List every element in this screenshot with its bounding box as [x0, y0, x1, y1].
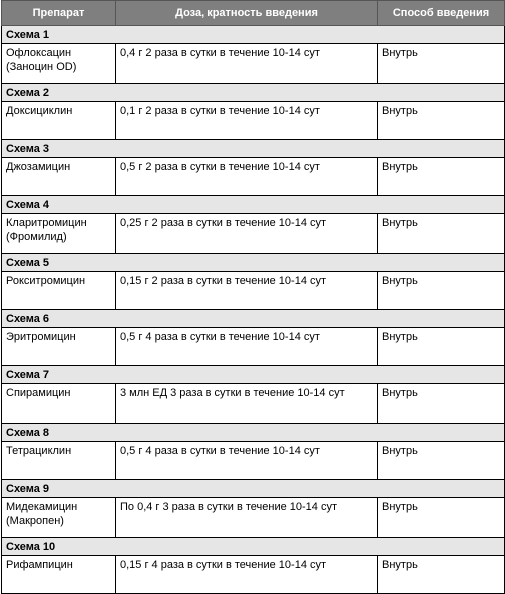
table-row	[2, 158, 505, 196]
drug-cell: Тетрациклин	[2, 442, 116, 480]
header-dose: Доза, кратность введения	[116, 1, 378, 26]
scheme-label: Схема 6	[2, 310, 505, 328]
table-row	[2, 44, 505, 84]
header-drug: Препарат	[2, 1, 116, 26]
drug-cell: Эритромицин	[2, 328, 116, 366]
dose-cell: 0,1 г 2 раза в сутки в течение 10-14 сут	[116, 102, 378, 140]
scheme-label: Схема 7	[2, 366, 505, 384]
drug-cell: Рокситромицин	[2, 272, 116, 310]
table-body	[2, 26, 505, 594]
scheme-label: Схема 1	[2, 26, 505, 44]
route-cell: Внутрь	[378, 498, 505, 538]
drug-cell: Доксициклин	[2, 102, 116, 140]
scheme-label: Схема 3	[2, 140, 505, 158]
route-cell: Внутрь	[378, 272, 505, 310]
route-cell: Внутрь	[378, 556, 505, 594]
route-cell: Внутрь	[378, 328, 505, 366]
dose-cell: 0,15 г 4 раза в сутки в течение 10-14 сут	[116, 556, 378, 594]
header-route: Способ введения	[378, 1, 505, 26]
route-cell: Внутрь	[378, 442, 505, 480]
scheme-row	[2, 424, 505, 442]
dose-cell: 0,15 г 2 раза в сутки в течение 10-14 сут	[116, 272, 378, 310]
drug-cell: Офлоксацин (Заноцин OD)	[2, 44, 116, 84]
scheme-row	[2, 140, 505, 158]
route-cell: Внутрь	[378, 102, 505, 140]
drug-cell: Джозамицин	[2, 158, 116, 196]
scheme-label: Схема 5	[2, 254, 505, 272]
table-row	[2, 214, 505, 254]
table-row	[2, 384, 505, 424]
table-row	[2, 102, 505, 140]
table-header-row	[2, 1, 505, 26]
dose-cell: 0,5 г 4 раза в сутки в течение 10-14 сут	[116, 328, 378, 366]
scheme-label: Схема 8	[2, 424, 505, 442]
drug-cell: Рифампицин	[2, 556, 116, 594]
scheme-label: Схема 9	[2, 480, 505, 498]
route-cell: Внутрь	[378, 384, 505, 424]
scheme-row	[2, 196, 505, 214]
drug-cell: Кларитромицин (Фромилид)	[2, 214, 116, 254]
route-cell: Внутрь	[378, 44, 505, 84]
table-row	[2, 556, 505, 594]
dose-cell: 3 млн ЕД 3 раза в сутки в течение 10-14 сут	[116, 384, 378, 424]
scheme-row	[2, 366, 505, 384]
table-row	[2, 328, 505, 366]
scheme-row	[2, 254, 505, 272]
scheme-row	[2, 84, 505, 102]
dose-cell: По 0,4 г 3 раза в сутки в течение 10-14 сут	[116, 498, 378, 538]
scheme-row	[2, 538, 505, 556]
scheme-row	[2, 310, 505, 328]
dose-cell: 0,5 г 4 раза в сутки в течение 10-14 сут	[116, 442, 378, 480]
table-row	[2, 272, 505, 310]
table-row	[2, 442, 505, 480]
dosage-table	[1, 0, 505, 594]
scheme-label: Схема 2	[2, 84, 505, 102]
scheme-row	[2, 480, 505, 498]
drug-cell: Спирамицин	[2, 384, 116, 424]
scheme-label: Схема 4	[2, 196, 505, 214]
dose-cell: 0,5 г 2 раза в сутки в течение 10-14 сут	[116, 158, 378, 196]
route-cell: Внутрь	[378, 214, 505, 254]
scheme-label: Схема 10	[2, 538, 505, 556]
route-cell: Внутрь	[378, 158, 505, 196]
dose-cell: 0,25 г 2 раза в сутки в течение 10-14 сут	[116, 214, 378, 254]
table-row	[2, 498, 505, 538]
drug-cell: Мидекамицин (Макропен)	[2, 498, 116, 538]
dose-cell: 0,4 г 2 раза в сутки в течение 10-14 сут	[116, 44, 378, 84]
dosage-table-container	[1, 0, 504, 594]
scheme-row	[2, 26, 505, 44]
